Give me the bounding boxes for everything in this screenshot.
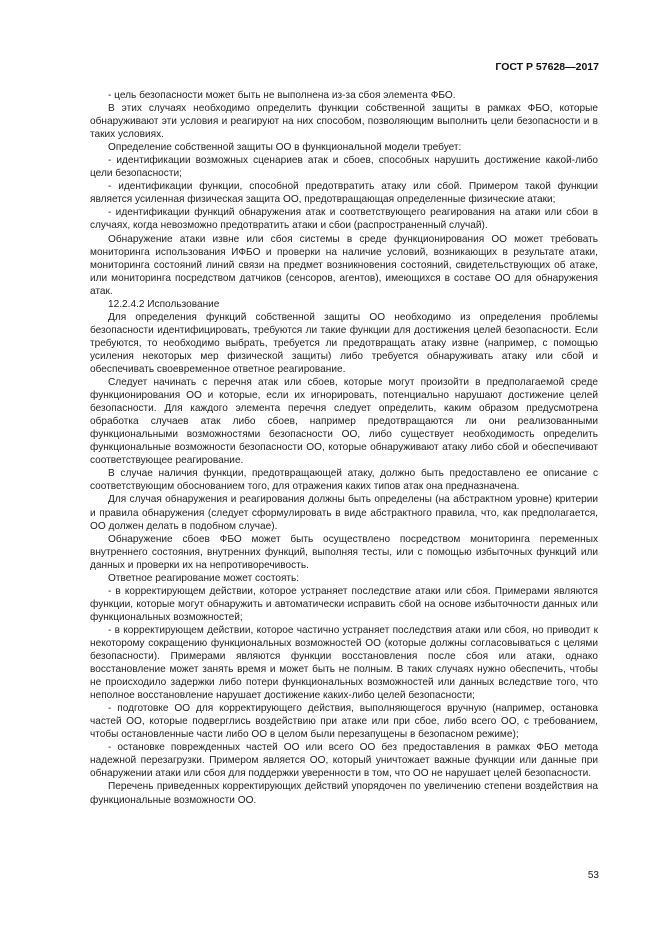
paragraph: Следует начинать с перечня атак или сбоев, которые могут произойти в предполагаемой среде функционирования ОО и которые, если их игнорировать, потенциально нарушают достижение целей безопасности. Для каждого элемента перечня следует определить, каким образом предусмотрена обработка случаев атак либо сбоев, например предотвращаются ли они реализованными функциональными возможностями безопасности ОО, либо существует необходимость определить функциональные возможности безопасности ОО, которые обнаруживают атаку либо сбой и обеспечивают соответствующее реагирование. bbox=[90, 377, 598, 467]
paragraph: Определение собственной защиты ОО в функциональной модели требует: bbox=[108, 142, 462, 154]
paragraph: Обнаружение сбоев ФБО может быть осуществлено посредством мониторинга переменных внутреннего состояния, внутренних функций, выполняя тесты, или с помощью избыточных функций или данных и проверки их на непротиворечивость. bbox=[90, 533, 598, 571]
paragraph: - идентификации функций обнаружения атак и соответствующего реагирования на атаки или сбои в случаях, когда невозможно предотвратить атаки и сбои (распространенный случай). bbox=[90, 207, 598, 232]
paragraph: Перечень приведенных корректирующих действий упорядочен по увеличению степени воздействия на функциональные возможности ОО. bbox=[90, 781, 598, 806]
page-number: 53 bbox=[587, 870, 599, 881]
paragraph: Для случая обнаружения и реагирования должны быть определены (на абстрактном уровне) критерии и правила обнаружения (следует сформулировать в виде абстрактного правила, что, как предполагается, ОО должен делать в подобном случае). bbox=[90, 494, 598, 532]
paragraph: В случае наличия функции, предотвращающей атаку, должно быть предоставлено ее описание с соответствующим обоснованием того, для отражения каких типов атак она предназначена. bbox=[90, 468, 598, 493]
document-id-header: ГОСТ Р 57628—2017 bbox=[495, 61, 599, 73]
paragraph: - идентификации возможных сценариев атак и сбоев, способных нарушить достижение какой-либо цели безопасности; bbox=[90, 155, 598, 180]
paragraph: - цель безопасности может быть не выполнена из-за сбоя элемента ФБО. bbox=[108, 90, 456, 101]
list-item: - в корректирующем действии, которое частично устраняет последствия атаки или сбоя, но приводит к некоторому сокращению функциональных возможностей ОО (которые должны согласовываться с целями безопасности). Примерами являются функции восстановления после сбоя или атаки, однако восстановление может занять время и может быть не полным. В таких случаях нужно обеспечить, чтобы не происходило задержки либо потери функциональных возможностей или данных вследствие того, что неполное восстановление нарушает достижение каких-либо целей безопасности; bbox=[90, 624, 598, 702]
page-body bbox=[90, 89, 598, 807]
section-heading: 12.2.4.2 Использование bbox=[108, 298, 220, 310]
paragraph: Ответное реагирование может состоять: bbox=[108, 572, 300, 584]
list-item: - подготовке ОО для корректирующего действия, выполняющегося вручную (например, остановка частей ОО, которые подверглись воздействию при атаке или при сбое, либо всего ОО, с требованием, чтобы остановленные части либо ОО в целом были перезапущены в безопасном режиме); bbox=[90, 703, 598, 741]
list-item: - в корректирующем действии, которое устраняет последствие атаки или сбоя. Примерами являются функции, которые могут обнаружить и автоматически исправить сбой на основе избыточности данных или функциональных возможностей; bbox=[90, 585, 598, 623]
list-item: - остановке поврежденных частей ОО или всего ОО без предоставления в рамках ФБО метода надежной перезагрузки. Примером является ОО, который уничтожает важные функции или данные при обнаружении атаки или сбоя для поддержки уверенности в том, что ОО не нарушает целей безопасности. bbox=[90, 742, 598, 780]
paragraph: В этих случаях необходимо определить функции собственной защиты в рамках ФБО, которые обнаруживают эти условия и реагируют на них способом, позволяющим выполнить цели безопасности и в таких условиях. bbox=[90, 103, 598, 141]
paragraph: - идентификации функции, способной предотвратить атаку или сбой. Примером такой функции является усиленная физическая защита ОО, предотвращающая определенные физические атаки; bbox=[90, 181, 598, 206]
paragraph: Для определения функций собственной защиты ОО необходимо из определения проблемы безопасности идентифицировать, требуются ли такие функции для достижения целей безопасности. Если требуются, то необходимо выбрать, требуется ли предотвращать атаку извне (например, с помощью усиления некоторых мер физической защиты) либо требуется обнаруживать атаку или сбой и обеспечивать своевременное ответное реагирование. bbox=[90, 311, 598, 375]
paragraph: Обнаружение атаки извне или сбоя системы в среде функционирования ОО может требовать мониторинга использования ИФБО и проверки на наличие условий, возникающих в результате атаки, мониторинга состояний линий связи на предмет возникновения состояний, свидетельствующих об атаке, или мониторинга посредством датчиков (сенсоров, агентов), имеющихся в составе ОО для обнаружения атак. bbox=[90, 233, 598, 297]
